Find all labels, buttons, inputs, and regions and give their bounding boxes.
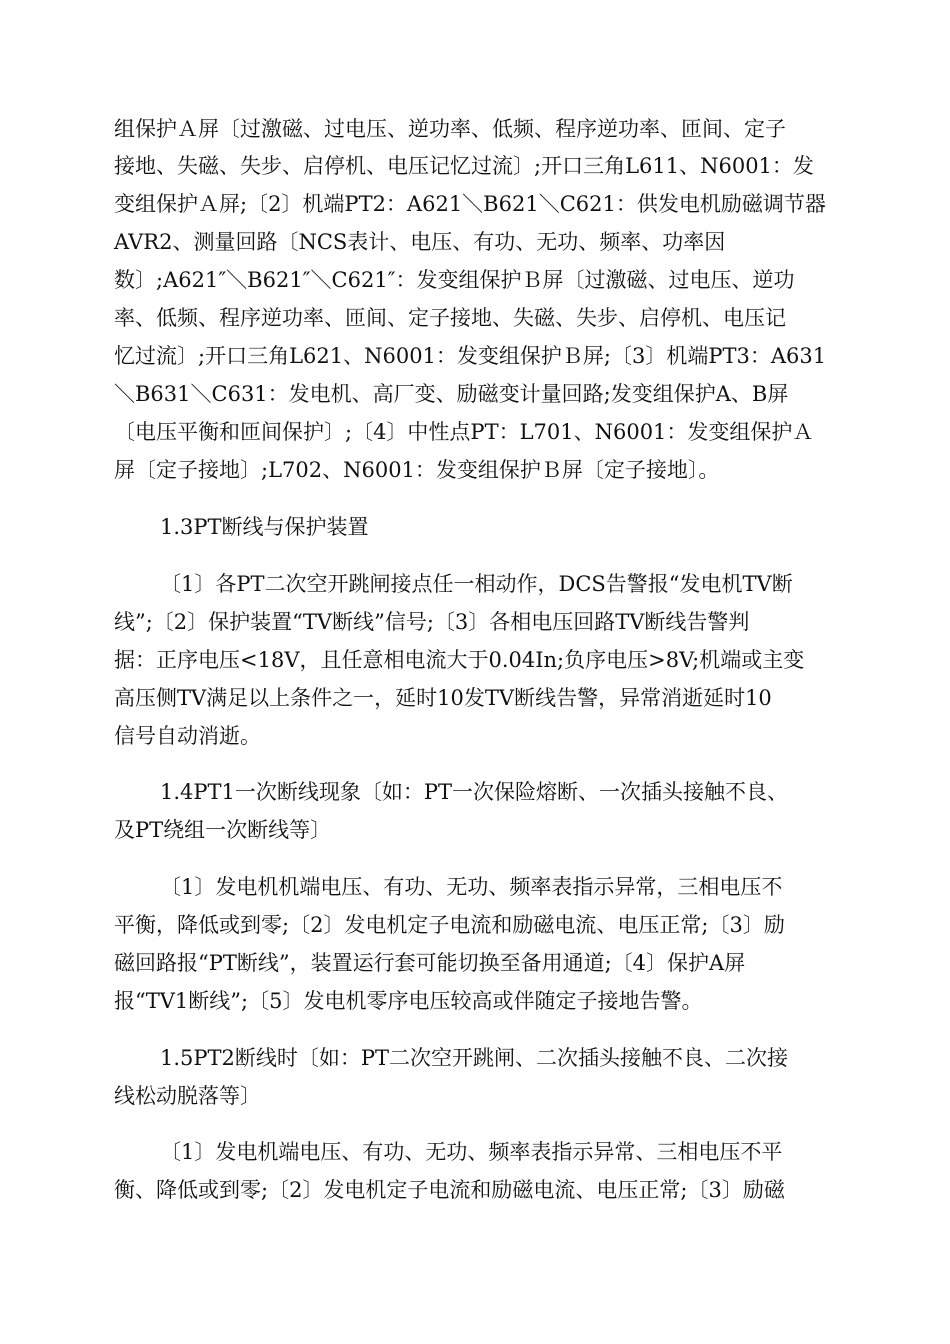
text-line: 屏〔定子接地〕;L702、N6001：发变组保护Ｂ屏〔定子接地〕。 (114, 458, 720, 482)
text-line: 1.5PT2断线时〔如：PT二次空开跳闸、二次插头接触不良、二次接 (160, 1046, 789, 1070)
text-line: 信号自动消逝。 (114, 724, 261, 748)
text-line: 变组保护Ａ屏;〔2〕机端PT2：A621＼B621＼C621：供发电机励磁调节器 (114, 192, 826, 216)
text-line: 〔1〕发电机端电压、有功、无功、频率表指示异常、三相电压不平 (160, 1140, 783, 1164)
text-line: 线”;〔2〕保护装置“TV断线”信号;〔3〕各相电压回路TV断线告警判 (114, 610, 750, 634)
text-line: 衡、降低或到零;〔2〕发电机定子电流和励磁电流、电压正常;〔3〕励磁 (114, 1178, 785, 1202)
text-line: 率、低频、程序逆功率、匝间、定子接地、失磁、失步、启停机、电压记 (114, 306, 786, 330)
text-line: 磁回路报“PT断线”，装置运行套可能切换至备用通道;〔4〕保护A屏 (114, 951, 746, 975)
text-line: 组保护Ａ屏〔过激磁、过电压、逆功率、低频、程序逆功率、匝间、定子 (114, 117, 786, 141)
text-line: 平衡，降低或到零;〔2〕发电机定子电流和励磁电流、电压正常;〔3〕励 (114, 913, 785, 937)
text-line: AVR2、测量回路〔NCS表计、电压、有功、无功、频率、功率因 (114, 230, 726, 254)
text-line: 〔电压平衡和匝间保护〕;〔4〕中性点PT：L701、N6001：发变组保护Ａ (114, 420, 814, 444)
section-heading-1-3: 1.3PT断线与保护装置 (160, 515, 369, 539)
text-line: 数〕;A621″＼B621″＼C621″：发变组保护Ｂ屏〔过激磁、过电压、逆功 (114, 268, 795, 292)
text-line: 据：正序电压<18V，且任意相电流大于0.04In;负序电压>8V;机端或主变 (114, 648, 805, 672)
text-line: 忆过流〕;开口三角L621、N6001：发变组保护Ｂ屏;〔3〕机端PT3：A631 (114, 344, 827, 368)
text-line: 〔1〕发电机机端电压、有功、无功、频率表指示异常，三相电压不 (160, 875, 783, 899)
text-line: 报“TV1断线”;〔5〕发电机零序电压较高或伴随定子接地告警。 (114, 989, 703, 1013)
text-line: 1.4PT1一次断线现象〔如：PT一次保险熔断、一次插头接触不良、 (160, 780, 789, 804)
text-line: 〔1〕各PT二次空开跳闸接点任一相动作，DCS告警报“发电机TV断 (160, 572, 793, 596)
text-line: ＼B631＼C631：发电机、高厂变、励磁变计量回路;发变组保护A、B屏 (114, 382, 789, 406)
text-line: 接地、失磁、失步、启停机、电压记忆过流〕;开口三角L611、N6001：发 (114, 154, 814, 178)
text-line: 线松动脱落等〕 (114, 1084, 261, 1108)
text-line: 高压侧TV满足以上条件之一，延时10发TV断线告警，异常消逝延时10 (114, 686, 772, 710)
text-line: 及PT绕组一次断线等〕 (114, 818, 332, 842)
